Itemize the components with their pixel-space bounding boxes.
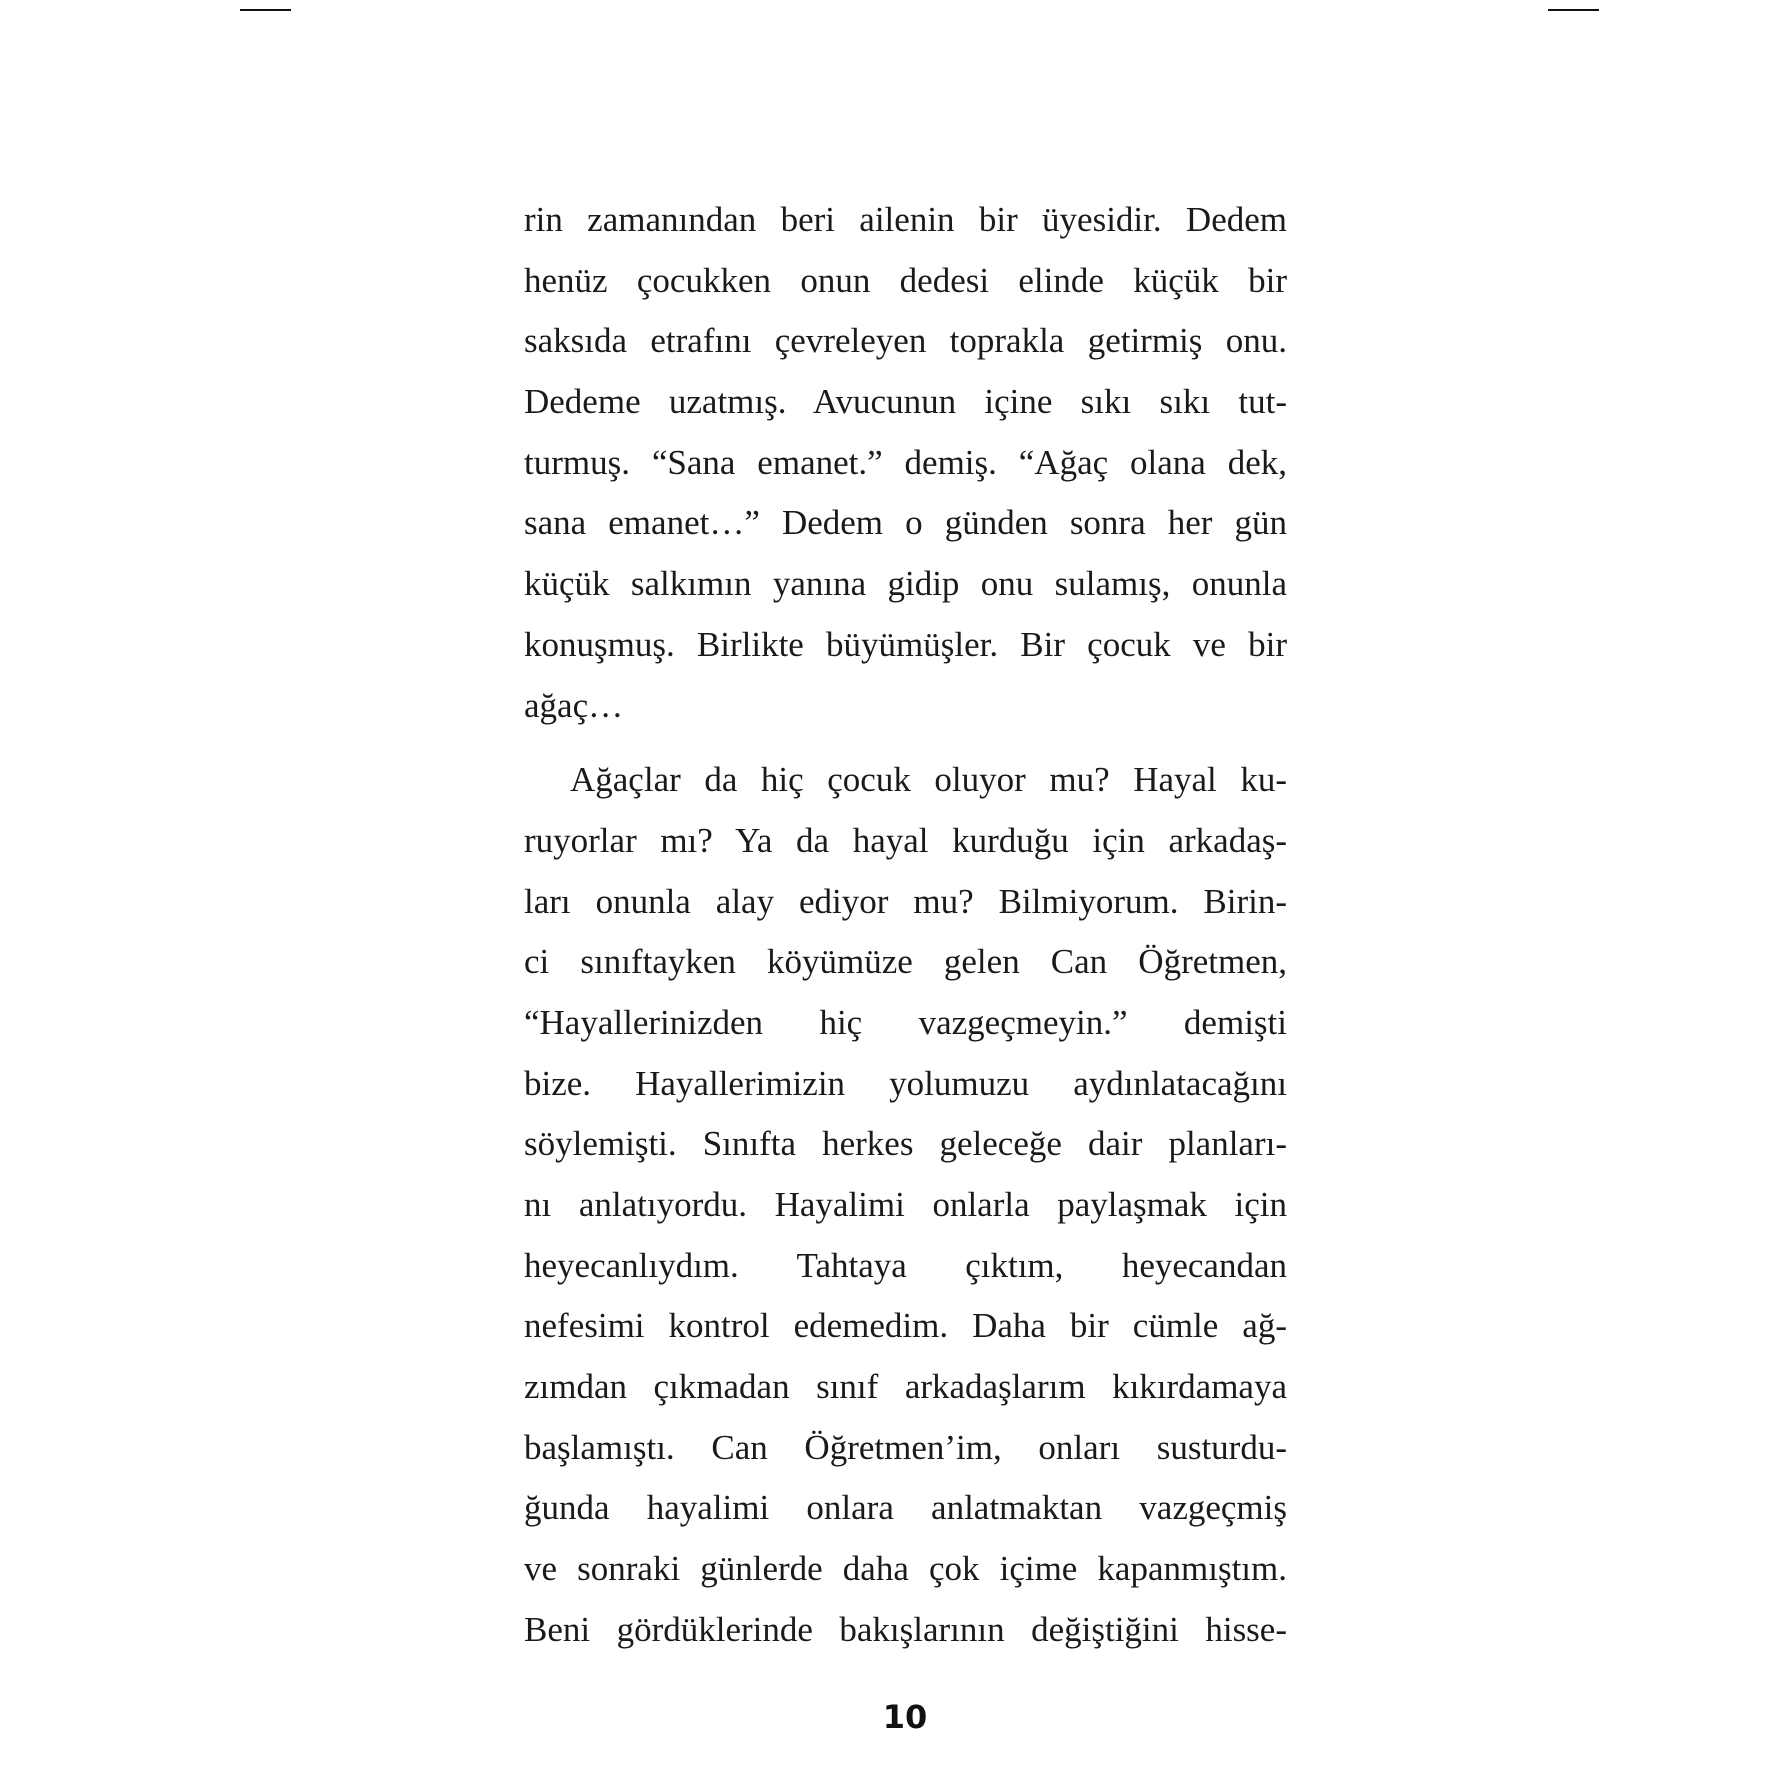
body-text <box>524 190 1287 1661</box>
text-line: “Hayallerinizden hiç vazgeçmeyin.” demişti <box>524 1002 1287 1042</box>
text-line: nefesimi kontrol edemedim. Daha bir cümle ağ- <box>524 1306 1287 1346</box>
paragraph <box>524 750 1287 1660</box>
page-number: 10 <box>882 1698 928 1736</box>
text-line: ğunda hayalimi onlara anlatmaktan vazgeçmiş <box>524 1488 1287 1528</box>
text-line: turmuş. “Sana emanet.” demiş. “Ağaç olana dek, <box>524 442 1287 482</box>
text-line: ruyorlar mı? Ya da hayal kurduğu için arkadaş- <box>524 820 1287 860</box>
text-line: saksıda etrafını çevreleyen toprakla getirmiş onu. <box>524 321 1287 361</box>
text-line: nı anlatıyordu. Hayalimi onlarla paylaşmak için <box>524 1185 1287 1224</box>
text-line: Dedeme uzatmış. Avucunun içine sıkı sıkı tut- <box>524 382 1287 422</box>
text-line: henüz çocukken onun dedesi elinde küçük bir <box>524 260 1287 300</box>
text-line: bize. Hayallerimizin yolumuzu aydınlatacağını <box>524 1063 1287 1103</box>
text-line: başlamıştı. Can Öğretmen’im, onları susturdu- <box>524 1427 1287 1467</box>
text-line: zımdan çıkmadan sınıf arkadaşlarım kıkırdamaya <box>524 1367 1287 1407</box>
text-line: heyecanlıydım. Tahtaya çıktım, heyecandan <box>524 1245 1287 1285</box>
text-line: küçük salkımın yanına gidip onu sulamış, onunla <box>524 564 1287 604</box>
text-line: Beni gördüklerinde bakışlarının değiştiğini hisse- <box>524 1609 1287 1649</box>
paragraph <box>524 190 1287 736</box>
text-line: söylemişti. Sınıfta herkes geleceğe dair planları- <box>524 1124 1287 1164</box>
crop-mark-left <box>240 9 291 11</box>
text-line: Ağaçlar da hiç çocuk oluyor mu? Hayal ku- <box>570 760 1287 800</box>
text-line: ve sonraki günlerde daha çok içime kapanmıştım. <box>524 1549 1287 1589</box>
text-line: ci sınıftayken köyümüze gelen Can Öğretmen, <box>524 942 1287 982</box>
text-line: konuşmuş. Birlikte büyümüşler. Bir çocuk ve bir <box>524 624 1287 664</box>
text-line: sana emanet…” Dedem o günden sonra her gün <box>524 503 1287 543</box>
text-line: ağaç… <box>524 685 624 725</box>
text-line: rin zamanından beri ailenin bir üyesidir. Dedem <box>524 200 1287 239</box>
text-line: ları onunla alay ediyor mu? Bilmiyorum. Birin- <box>524 881 1287 921</box>
crop-mark-right <box>1548 9 1599 11</box>
